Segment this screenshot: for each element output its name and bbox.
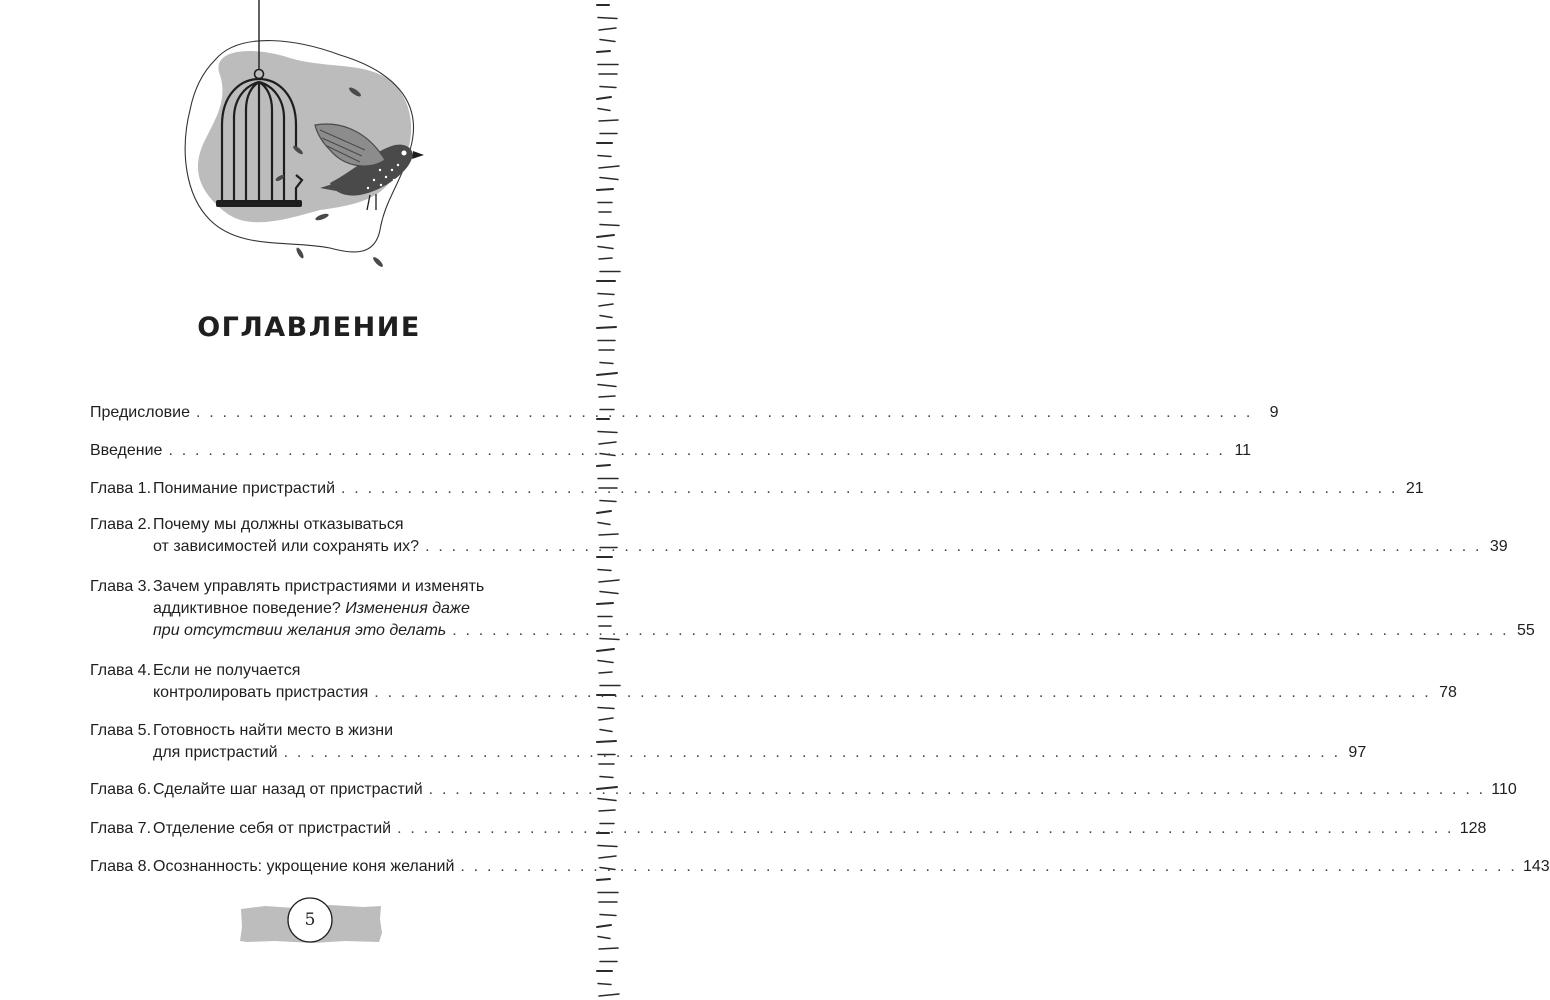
chapter-title-line [153, 660, 300, 682]
edge-mark [600, 40, 615, 42]
edge-mark [597, 51, 610, 52]
page-reference: 143 [1522, 858, 1550, 875]
chapter-number: Глава 3. [90, 578, 152, 595]
chapter-title-line [153, 478, 335, 500]
chapter-title-line [153, 779, 423, 801]
edge-mark [597, 189, 613, 190]
edge-mark [597, 649, 614, 651]
chapter-subtitle-line [153, 620, 446, 642]
toc-entry[interactable] [90, 402, 1279, 424]
toc-line [90, 620, 1535, 642]
chapter-title: Отделение себя от пристрастий [153, 820, 392, 837]
toc-entry[interactable] [90, 818, 1487, 840]
chapter-number: Глава 1. [90, 480, 152, 497]
chapter-title-line [153, 818, 391, 840]
page-reference: 9 [1269, 404, 1279, 421]
chapter-title: Понимание пристрастий [153, 480, 336, 497]
toc-entry[interactable] [90, 779, 1517, 801]
dot-leader: . . . . . . . . . . . . . . . . . . . . . . . . . . . . . . . . . . . . . . . . . . . . . . . . . . . . . . . . . . . . . . . . . . . . . . . . . . . . . . . . [195, 404, 1253, 421]
edge-mark [599, 580, 619, 582]
edge-mark [598, 385, 616, 387]
chapter-subtitle: при отсутствии желания это делать [153, 622, 447, 639]
edge-mark [599, 120, 618, 121]
dot-leader: . . . . . . . . . . . . . . . . . . . . . . . . . . . . . . . . . . . . . . . . . . . . . . . . . . . . . . . . . . . . . . . . . . . . . . . . . . . . . . . . [397, 820, 1454, 837]
chapter-number: Глава 8. [90, 858, 152, 875]
chapter-title-line [153, 720, 393, 742]
edge-mark [600, 178, 618, 180]
toc-entry[interactable] [90, 660, 1457, 704]
chapter-title: для пристрастий [153, 744, 278, 761]
dot-leader: . . . . . . . . . . . . . . . . . . . . . . . . . . . . . . . . . . . . . . . . . . . . . . . . . . . . . . . . . . . . . . . . . . . . . . . . . . . . . . . . [374, 684, 1431, 701]
page-number-badge [235, 895, 385, 951]
toc-line [90, 402, 1279, 424]
edge-mark [597, 235, 614, 237]
edge-mark [598, 432, 617, 433]
edge-mark [600, 501, 616, 502]
dot-leader: . . . . . . . . . . . . . . . . . . . . . . . . . . . . . . . . . . . . . . . . . . . . . . . . . . . . . . . . . . . . . . . . . . . . . . . . . . . . . . . . [425, 538, 1482, 555]
chapter-subtitle: Изменения даже [345, 600, 470, 617]
chapter-title-line [153, 856, 454, 878]
page-edge-marks [589, 0, 659, 1000]
chapter-number: Глава 2. [90, 516, 152, 533]
chapter-title-line [153, 536, 419, 558]
toc-line [90, 682, 1457, 704]
edge-mark [600, 225, 619, 226]
chapter-number: Глава 7. [90, 820, 152, 837]
edge-mark [598, 570, 611, 571]
edge-mark [598, 937, 610, 939]
edge-mark [599, 672, 612, 673]
chapter-title: Предисловие [90, 404, 190, 421]
edge-mark [597, 925, 611, 927]
chapter-title: Почему мы должны отказываться [153, 516, 404, 533]
toc-line [90, 576, 543, 598]
chapter-title-line [153, 598, 470, 620]
edge-mark [598, 294, 614, 295]
chapter-title: Сделайте шаг назад от пристрастий [153, 781, 423, 798]
chapter-title: Введение [90, 442, 163, 459]
edge-mark [599, 948, 618, 949]
toc-entry[interactable] [90, 440, 1252, 462]
edge-mark [600, 915, 616, 916]
edge-mark [600, 87, 616, 88]
chapter-number: Глава 6. [90, 781, 152, 798]
chapter-title: Готовность найти место в жизни [153, 722, 393, 739]
toc-entry[interactable] [90, 720, 1367, 764]
chapter-title-line [153, 682, 368, 704]
toc-line [90, 856, 1550, 878]
toc-line [90, 478, 1424, 500]
chapter-title-line [90, 440, 162, 462]
page-number: 5 [304, 910, 316, 930]
edge-mark [597, 373, 617, 375]
edge-mark [599, 258, 612, 259]
chapter-title: Зачем управлять пристрастиями и изменять [153, 578, 485, 595]
background-blob [198, 51, 411, 222]
edge-mark [598, 109, 610, 111]
toc-heading: ОГЛАВЛЕНИЕ [197, 312, 421, 343]
page-reference: 55 [1517, 622, 1535, 639]
page-reference: 11 [1234, 442, 1252, 459]
bird-cage-illustration [180, 0, 450, 275]
edge-mark [599, 28, 616, 30]
edge-mark [598, 523, 610, 525]
page-reference: 97 [1348, 744, 1367, 761]
edge-mark [599, 304, 613, 306]
toc-line [90, 720, 543, 742]
edge-mark [599, 810, 615, 811]
toc-entry[interactable] [90, 514, 1508, 558]
page-reference: 78 [1439, 684, 1457, 701]
chapter-title-line [90, 402, 190, 424]
edge-mark [597, 97, 611, 99]
edge-mark [600, 592, 618, 594]
edge-mark [599, 166, 619, 168]
page-reference: 21 [1405, 480, 1424, 497]
chapter-title: аддиктивное поведение? [153, 600, 341, 617]
chapter-title: контролировать пристрастия [153, 684, 369, 701]
toc-entry[interactable] [90, 478, 1424, 500]
chapter-title-line [153, 576, 484, 598]
edge-mark [597, 511, 611, 513]
chapter-number: Глава 5. [90, 722, 152, 739]
toc-entry[interactable] [90, 576, 1535, 642]
edge-mark [598, 708, 614, 709]
edge-mark [598, 18, 617, 19]
page-reference: 110 [1491, 781, 1517, 798]
dot-leader: . . . . . . . . . . . . . . . . . . . . . . . . . . . . . . . . . . . . . . . . . . . . . . . . . . . . . . . . . . . . . . . . . . . . . . . . . . . . . . . . [428, 781, 1486, 798]
dot-leader: . . . . . . . . . . . . . . . . . . . . . . . . . . . . . . . . . . . . . . . . . . . . . . . . . . . . . . . . . . . . . . . . . . . . . . . . . . . . . . . . [168, 442, 1226, 459]
edge-mark [598, 156, 611, 157]
dot-leader: . . . . . . . . . . . . . . . . . . . . . . . . . . . . . . . . . . . . . . . . . . . . . . . . . . . . . . . . . . . . . . . . . . . . . . . . . . . . . . . . [341, 480, 1398, 497]
toc-line [90, 598, 543, 620]
chapter-title-line [153, 742, 278, 764]
edge-mark [597, 465, 610, 466]
page-reference: 128 [1459, 820, 1487, 837]
toc-line [90, 514, 543, 536]
edge-mark [598, 247, 613, 249]
dot-leader: . . . . . . . . . . . . . . . . . . . . . . . . . . . . . . . . . . . . . . . . . . . . . . . . . . . . . . . . . . . . . . . . . . . . . . . . . . . . . . . . [460, 858, 1517, 875]
edge-mark [598, 661, 613, 663]
edge-mark [599, 534, 618, 535]
edge-mark [599, 718, 613, 720]
chapter-title: Если не получается [153, 662, 301, 679]
toc-line [90, 536, 1508, 558]
chapter-number: Глава 4. [90, 662, 152, 679]
toc-line [90, 742, 1367, 764]
dot-leader: . . . . . . . . . . . . . . . . . . . . . . . . . . . . . . . . . . . . . . . . . . . . . . . . . . . . . . . . . . . . . . . . . . . . . . . . . . . . . . . . [452, 622, 1509, 639]
edge-mark [600, 730, 612, 732]
toc-line [90, 660, 543, 682]
edge-mark [597, 879, 610, 880]
toc-entry[interactable] [90, 856, 1550, 878]
chapter-title: от зависимостей или сохранять их? [153, 538, 420, 555]
toc-line [90, 779, 1517, 801]
edge-mark [597, 603, 613, 604]
edge-mark [600, 363, 613, 364]
chapter-title: Осознанность: укрощение коня желаний [153, 858, 455, 875]
edge-mark [598, 984, 611, 985]
edge-mark [599, 396, 615, 397]
chapter-title-line [153, 514, 404, 536]
dot-leader: . . . . . . . . . . . . . . . . . . . . . . . . . . . . . . . . . . . . . . . . . . . . . . . . . . . . . . . . . . . . . . . . . . . . . . . . . . . . . . . . [283, 744, 1341, 761]
toc-line [90, 818, 1487, 840]
toc-line [90, 440, 1252, 462]
edge-mark [600, 777, 613, 778]
page-reference: 39 [1489, 538, 1508, 555]
edge-mark [599, 994, 619, 996]
edge-mark [598, 846, 617, 847]
